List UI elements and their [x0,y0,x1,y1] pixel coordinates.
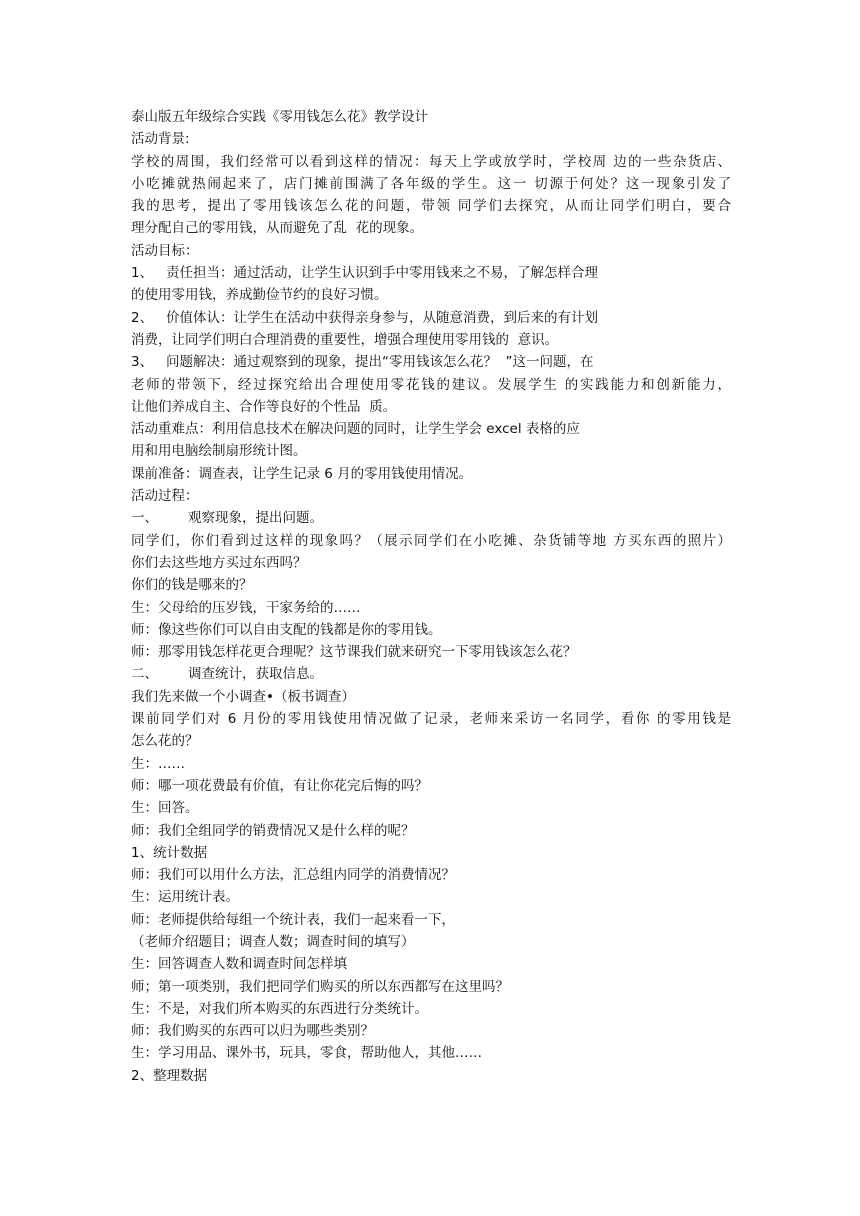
document-body [131,106,731,1087]
text-line: 二、 调查统计，获取信息。 [131,666,324,683]
text-line: 2、整理数据 [131,1067,208,1084]
text-line: 让他们养成自主、合作等良好的个性品 质。 [131,398,397,415]
text-line: 同学们，你们看到过这样的现象吗？（展示同学们在小吃摊、杂货铺等地 方买东西的照片） [131,532,731,549]
text-line: 1、 责任担当：通过活动，让学生认识到手中零用钱来之不易，了解怎样合理 [131,265,598,282]
text-line: 怎么花的？ [131,733,199,750]
text-line: 的使用零用钱，养成勤俭节约的良好习惯。 [131,287,388,304]
text-line: 生：不是，对我们所本购买的东西进行分类统计。 [131,1000,428,1017]
text-line: 活动背景: [131,131,190,148]
text-line: 活动重难点：利用信息技术在解决问题的同时，让学生学会 excel 表格的应 [131,421,580,438]
text-line: 师：老师提供给每组一个统计表，我们一起来看一下， [131,911,455,928]
text-line: 消费，让同学们明白合理消费的重要性，增强合理使用零用钱的 意识。 [131,331,559,348]
text-line: 学校的周围，我们经常可以看到这样的情况：每天上学或放学时，学校周 边的一些杂货店、 [131,153,731,170]
text-line: 用和用电脑绘制扇形统计图。 [131,443,307,460]
text-line: 生：运用统计表。 [131,889,239,906]
text-line: 我们先来做一个小调查•（板书调查） [131,688,355,705]
text-line: 师；第一项类别，我们把同学们购买的所以东西都写在这里吗？ [131,978,509,995]
text-line: 老师的带领下，经过探究给出合理使用零花钱的建议。发展学生 的实践能力和创新能力， [131,376,731,393]
text-line: 活动目标： [131,242,199,259]
text-line: 2、 价值体认：让学生在活动中获得亲身参与，从随意消费，到后来的有计划 [131,309,598,326]
text-line: 师：像这些你们可以自由支配的钱都是你的零用钱。 [131,621,442,638]
text-line: 生：父母给的压岁钱，干家务给的…… [131,599,361,616]
text-line: 课前同学们对 6 月份的零用钱使用情况做了记录，老师来采访一名同学，看你 的零用钱是 [131,711,731,728]
text-line: 活动过程： [131,488,199,505]
text-line: 课前准备：调查表，让学生记录 6 月的零用钱使用情况。 [131,465,473,482]
text-line: 小吃摊就热闹起来了，店门摊前围满了各年级的学生。这一 切源于何处？这一现象引发了 [131,175,731,192]
text-line: （老师介绍题目；调查人数；调查时间的填写） [131,933,415,950]
text-line: 3、 问题解决：通过观察到的现象，提出“零用钱该怎么花？ ”这一问题，在 [131,354,594,371]
text-line: 你们去这些地方买过东西吗？ [131,554,307,571]
text-line: 生：回答调查人数和调查时间怎样填 [131,956,347,973]
text-line: 一、 观察现象，提出问题。 [131,510,324,527]
text-line: 师：哪一项花费最有价值，有让你花完后悔的吗？ [131,777,428,794]
text-line: 理分配自己的零用钱，从而避免了乱 花的现象。 [131,220,424,237]
text-line: 生：回答。 [131,800,199,817]
text-line: 师：我们购买的东西可以归为哪些类别？ [131,1023,374,1040]
text-line: 泰山版五年级综合实践《零用钱怎么花》教学设计 [131,109,428,125]
text-line: 师：我们全组同学的销费情况又是什么样的呢？ [131,822,415,839]
text-line: 我的思考，提出了零用钱该怎么花的问题，带领 同学们去探究，从而让同学们明白，要合 [131,198,731,215]
text-line: 你们的钱是哪来的？ [131,577,253,594]
text-line: 师：我们可以用什么方法，汇总组内同学的消费情况？ [131,867,455,884]
text-line: 生：学习用品、课外书，玩具，零食，帮助他人，其他…… [131,1045,482,1062]
text-line: 生：…… [131,755,185,772]
text-line: 1、统计数据 [131,844,208,861]
text-line: 师：那零用钱怎样花更合理呢？这节课我们就来研究一下零用钱该怎么花？ [131,644,577,661]
